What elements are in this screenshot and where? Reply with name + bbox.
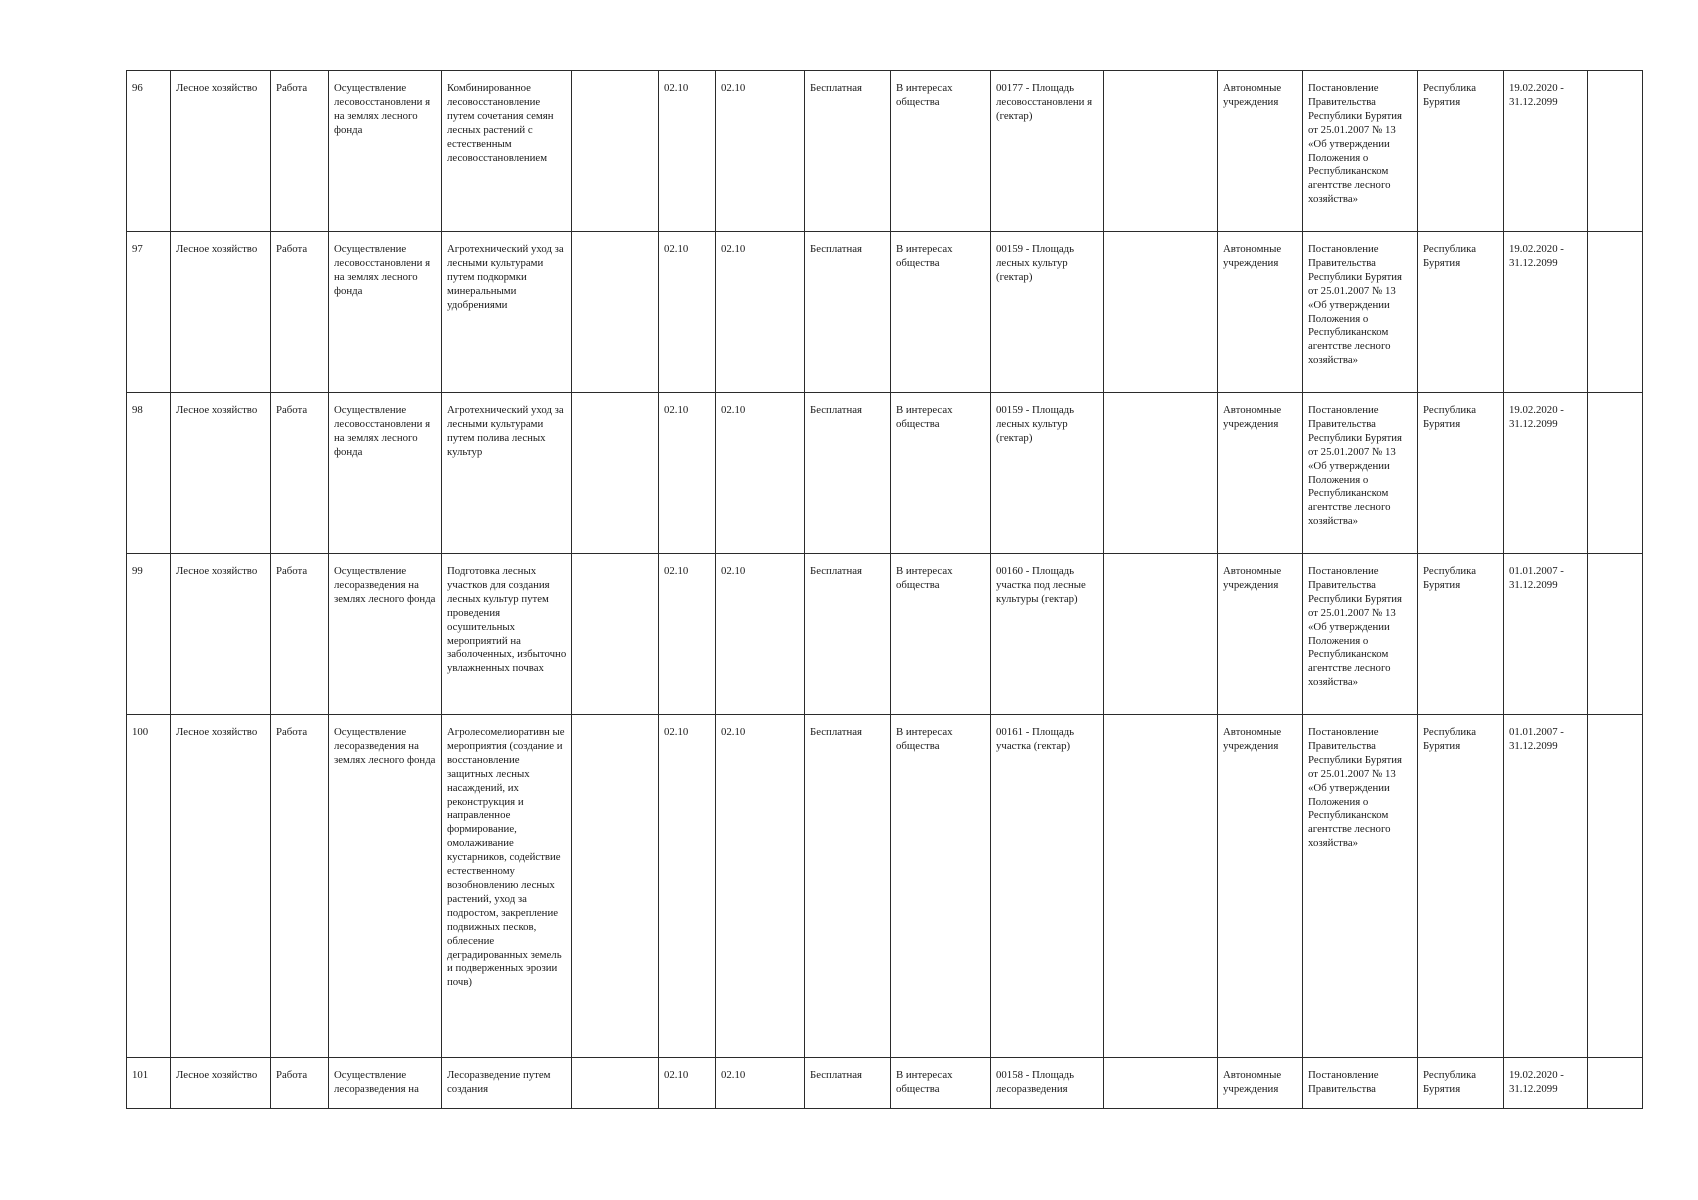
sphere-cell: Лесное хозяйство xyxy=(171,715,271,1058)
empty-cell xyxy=(1104,393,1218,554)
interest-cell: В интересах общества xyxy=(891,554,991,715)
code-cell: 02.10 xyxy=(659,71,716,232)
table-row xyxy=(127,232,1643,393)
empty-cell xyxy=(572,393,659,554)
validity-period-cell: 19.02.2020 - 31.12.2099 xyxy=(1504,1058,1588,1109)
region-cell: Республика Бурятия xyxy=(1418,393,1504,554)
legal-act-cell: Постановление Правительства Республики Бурятия от 25.01.2007 № 13 «Об утверждении Положения о Республиканском агентстве лесного хозяйства» xyxy=(1303,715,1418,1058)
region-cell: Республика Бурятия xyxy=(1418,232,1504,393)
code-cell: 02.10 xyxy=(716,393,805,554)
code-cell: 02.10 xyxy=(659,715,716,1058)
work-content-cell: Комбинированное лесовосстановление путем сочетания семян лесных растений с естественным лесовосстановлением xyxy=(442,71,572,232)
kind-cell: Работа xyxy=(271,1058,329,1109)
code-cell: 02.10 xyxy=(716,232,805,393)
institution-type-cell: Автономные учреждения xyxy=(1218,715,1303,1058)
payment-type-cell: Бесплатная xyxy=(805,715,891,1058)
kind-cell: Работа xyxy=(271,715,329,1058)
kind-cell: Работа xyxy=(271,232,329,393)
table-row xyxy=(127,393,1643,554)
region-cell: Республика Бурятия xyxy=(1418,554,1504,715)
sphere-cell: Лесное хозяйство xyxy=(171,71,271,232)
work-name-cell: Осуществление лесовосстановлени я на землях лесного фонда xyxy=(329,393,442,554)
sphere-cell: Лесное хозяйство xyxy=(171,554,271,715)
volume-indicator-cell: 00161 - Площадь участка (гектар) xyxy=(991,715,1104,1058)
institution-type-cell: Автономные учреждения xyxy=(1218,393,1303,554)
code-cell: 02.10 xyxy=(659,554,716,715)
interest-cell: В интересах общества xyxy=(891,715,991,1058)
region-cell: Республика Бурятия xyxy=(1418,715,1504,1058)
empty-cell xyxy=(572,71,659,232)
kind-cell: Работа xyxy=(271,71,329,232)
institution-type-cell: Автономные учреждения xyxy=(1218,71,1303,232)
volume-indicator-cell: 00160 - Площадь участка под лесные культуры (гектар) xyxy=(991,554,1104,715)
region-cell: Республика Бурятия xyxy=(1418,71,1504,232)
legal-act-cell: Постановление Правительства Республики Бурятия от 25.01.2007 № 13 «Об утверждении Положения о Республиканском агентстве лесного хозяйства» xyxy=(1303,71,1418,232)
work-content-cell: Агролесомелиоративн ые мероприятия (создание и восстановление защитных лесных насаждений, их реконструкция и направленное формирование, омолаживание кустарников, содействие естественному возобновлению лесных растений, уход за подростом, закрепление подвижных песков, облесение деградированных земель и подверженных эрозии почв) xyxy=(442,715,572,1058)
table-row xyxy=(127,1058,1643,1109)
empty-cell xyxy=(1588,715,1643,1058)
code-cell: 02.10 xyxy=(659,232,716,393)
work-content-cell: Агротехнический уход за лесными культурами путем подкормки минеральными удобрениями xyxy=(442,232,572,393)
code-cell: 02.10 xyxy=(659,1058,716,1109)
validity-period-cell: 01.01.2007 - 31.12.2099 xyxy=(1504,715,1588,1058)
sphere-cell: Лесное хозяйство xyxy=(171,232,271,393)
volume-indicator-cell: 00159 - Площадь лесных культур (гектар) xyxy=(991,232,1104,393)
code-cell: 02.10 xyxy=(659,393,716,554)
interest-cell: В интересах общества xyxy=(891,1058,991,1109)
interest-cell: В интересах общества xyxy=(891,232,991,393)
validity-period-cell: 19.02.2020 - 31.12.2099 xyxy=(1504,71,1588,232)
work-name-cell: Осуществление лесоразведения на xyxy=(329,1058,442,1109)
empty-cell xyxy=(1104,715,1218,1058)
volume-indicator-cell: 00177 - Площадь лесовосстановлени я (гектар) xyxy=(991,71,1104,232)
empty-cell xyxy=(572,1058,659,1109)
empty-cell xyxy=(572,232,659,393)
empty-cell xyxy=(572,715,659,1058)
institution-type-cell: Автономные учреждения xyxy=(1218,1058,1303,1109)
code-cell: 02.10 xyxy=(716,71,805,232)
legal-act-cell: Постановление Правительства Республики Бурятия от 25.01.2007 № 13 «Об утверждении Положения о Республиканском агентстве лесного хозяйства» xyxy=(1303,393,1418,554)
empty-cell xyxy=(572,554,659,715)
institution-type-cell: Автономные учреждения xyxy=(1218,554,1303,715)
work-content-cell: Лесоразведение путем создания xyxy=(442,1058,572,1109)
validity-period-cell: 19.02.2020 - 31.12.2099 xyxy=(1504,393,1588,554)
registry-table xyxy=(126,70,1643,1109)
row-number-cell: 101 xyxy=(127,1058,171,1109)
empty-cell xyxy=(1104,554,1218,715)
empty-cell xyxy=(1588,71,1643,232)
region-cell: Республика Бурятия xyxy=(1418,1058,1504,1109)
payment-type-cell: Бесплатная xyxy=(805,232,891,393)
payment-type-cell: Бесплатная xyxy=(805,554,891,715)
kind-cell: Работа xyxy=(271,393,329,554)
sphere-cell: Лесное хозяйство xyxy=(171,393,271,554)
empty-cell xyxy=(1588,393,1643,554)
interest-cell: В интересах общества xyxy=(891,393,991,554)
code-cell: 02.10 xyxy=(716,715,805,1058)
volume-indicator-cell: 00159 - Площадь лесных культур (гектар) xyxy=(991,393,1104,554)
sphere-cell: Лесное хозяйство xyxy=(171,1058,271,1109)
work-content-cell: Агротехнический уход за лесными культурами путем полива лесных культур xyxy=(442,393,572,554)
work-name-cell: Осуществление лесоразведения на землях лесного фонда xyxy=(329,554,442,715)
institution-type-cell: Автономные учреждения xyxy=(1218,232,1303,393)
code-cell: 02.10 xyxy=(716,1058,805,1109)
validity-period-cell: 01.01.2007 - 31.12.2099 xyxy=(1504,554,1588,715)
empty-cell xyxy=(1104,71,1218,232)
payment-type-cell: Бесплатная xyxy=(805,393,891,554)
payment-type-cell: Бесплатная xyxy=(805,1058,891,1109)
kind-cell: Работа xyxy=(271,554,329,715)
code-cell: 02.10 xyxy=(716,554,805,715)
validity-period-cell: 19.02.2020 - 31.12.2099 xyxy=(1504,232,1588,393)
work-content-cell: Подготовка лесных участков для создания лесных культур путем проведения осушительных мероприятий на заболоченных, избыточно увлажненных почвах xyxy=(442,554,572,715)
legal-act-cell: Постановление Правительства Республики Бурятия от 25.01.2007 № 13 «Об утверждении Положения о Республиканском агентстве лесного хозяйства» xyxy=(1303,554,1418,715)
table-row xyxy=(127,71,1643,232)
legal-act-cell: Постановление Правительства xyxy=(1303,1058,1418,1109)
row-number-cell: 98 xyxy=(127,393,171,554)
row-number-cell: 97 xyxy=(127,232,171,393)
work-name-cell: Осуществление лесовосстановлени я на землях лесного фонда xyxy=(329,71,442,232)
legal-act-cell: Постановление Правительства Республики Бурятия от 25.01.2007 № 13 «Об утверждении Положения о Республиканском агентстве лесного хозяйства» xyxy=(1303,232,1418,393)
table-row xyxy=(127,554,1643,715)
row-number-cell: 99 xyxy=(127,554,171,715)
row-number-cell: 100 xyxy=(127,715,171,1058)
table-row xyxy=(127,715,1643,1058)
empty-cell xyxy=(1588,232,1643,393)
work-name-cell: Осуществление лесовосстановлени я на землях лесного фонда xyxy=(329,232,442,393)
interest-cell: В интересах общества xyxy=(891,71,991,232)
payment-type-cell: Бесплатная xyxy=(805,71,891,232)
volume-indicator-cell: 00158 - Площадь лесоразведения xyxy=(991,1058,1104,1109)
work-name-cell: Осуществление лесоразведения на землях лесного фонда xyxy=(329,715,442,1058)
empty-cell xyxy=(1104,232,1218,393)
empty-cell xyxy=(1588,554,1643,715)
row-number-cell: 96 xyxy=(127,71,171,232)
empty-cell xyxy=(1104,1058,1218,1109)
empty-cell xyxy=(1588,1058,1643,1109)
